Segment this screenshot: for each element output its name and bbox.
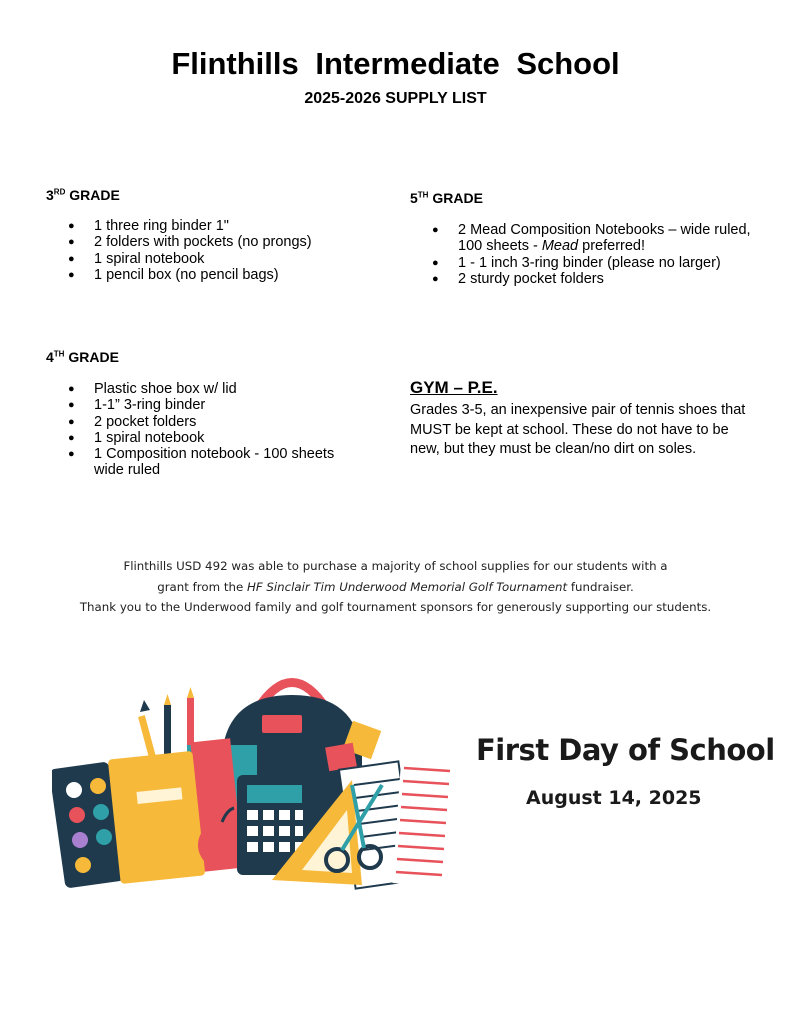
list-item: ● 1 spiral notebook — [68, 430, 368, 446]
thanks-line: Thank you to the Underwood family and golf tournament sponsors for generously supporting our students. — [79, 600, 712, 614]
list-item: ● 1-1” 3-ring binder — [68, 397, 368, 413]
school-supplies-illustration — [52, 660, 472, 900]
thanks-line: Flinthills USD 492 was able to purchase a majority of school supplies for our students with a — [123, 559, 668, 573]
list-item: ● 1 - 1 inch 3-ring binder (please no larger) — [432, 255, 762, 271]
school-title: Flinthills Intermediate School — [171, 46, 620, 81]
grade3-heading: 3RD GRADE — [46, 187, 120, 203]
list-item: ● 1 three ring binder 1" — [68, 218, 378, 234]
gym-heading: GYM – P.E. — [410, 378, 498, 397]
thank-you-note — [0, 556, 791, 618]
list-item: ● 1 pencil box (no pencil bags) — [68, 267, 378, 283]
grade5-list — [432, 222, 762, 287]
first-day-date: August 14, 2025 — [526, 787, 702, 809]
list-item: ● 2 folders with pockets (no prongs) — [68, 234, 378, 250]
gym-text: Grades 3-5, an inexpensive pair of tennis shoes that MUST be kept at school. These do not have to be new, but they must be clean/no dirt on soles. — [410, 402, 746, 457]
grade4-heading: 4TH GRADE — [46, 349, 119, 365]
list-item: ● 2 sturdy pocket folders — [432, 271, 762, 287]
grade3-list — [68, 218, 378, 283]
list-item: ● 1 spiral notebook — [68, 251, 378, 267]
grade4-list — [68, 381, 368, 479]
list-item: ● Plastic shoe box w/ lid — [68, 381, 368, 397]
list-item: ● 2 Mead Composition Notebooks – wide ruled, 100 sheets - Mead preferred! — [432, 222, 762, 255]
first-day-heading: First Day of School — [476, 733, 775, 767]
grade5-heading: 5TH GRADE — [410, 190, 483, 206]
list-item: ● 1 Composition notebook - 100 sheets wide ruled — [68, 446, 368, 479]
thanks-line: grant from the HF Sinclair Tim Underwood Memorial Golf Tournament fundraiser. — [157, 579, 634, 594]
supply-list-subtitle: 2025-2026 SUPPLY LIST — [304, 90, 487, 107]
list-item: ● 2 pocket folders — [68, 414, 368, 430]
